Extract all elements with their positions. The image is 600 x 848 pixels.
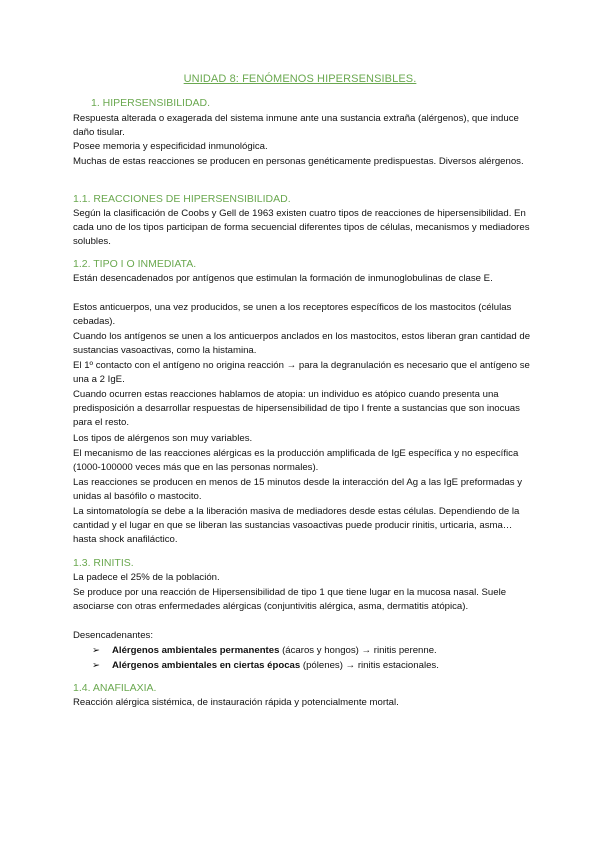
- section-1-3-paragraph: La padece el 25% de la población.: [73, 572, 220, 583]
- section-1-4-heading: 1.4. ANAFILAXIA.: [73, 682, 157, 694]
- list-item: [92, 659, 439, 673]
- arrow-bullet-icon: ➢: [92, 660, 101, 671]
- page-title: UNIDAD 8: FENÓMENOS HIPERSENSIBLES.: [183, 73, 417, 85]
- section-1-paragraph: Posee memoria y especificidad inmunológica.: [73, 141, 268, 152]
- arrow-bullet-icon: ➢: [92, 645, 101, 656]
- section-1-4-paragraph: Reacción alérgica sistémica, de instauración rápida y potencialmente mortal.: [73, 697, 399, 708]
- section-1-2-paragraph: Los tipos de alérgenos son muy variables.: [73, 433, 253, 444]
- section-1-3-paragraph: Se produce por una reacción de Hipersensibilidad de tipo 1 que tiene lugar en la mucosa nasal. Suele asociarse con otras enfermedades alérgicas (conjuntivitis alérgica, asma, dermatitis atópica).: [73, 587, 507, 613]
- section-1-2-paragraph: Estos anticuerpos, una vez producidos, se unen a los receptores específicos de los mastocitos (células cebadas).: [73, 302, 512, 328]
- list-item-bold: Alérgenos ambientales en ciertas épocas: [112, 660, 301, 671]
- section-1-paragraph: Respuesta alterada o exagerada del sistema inmune ante una sustancia extraña (alérgenos), que induce daño tisular.: [73, 113, 519, 139]
- section-1-2-paragraph: El mecanismo de las reacciones alérgicas es la producción amplificada de IgE específica y no específica (1000-100000 veces más que en las personas normales).: [73, 448, 519, 474]
- list-item-text: (pólenes) → rinitis estacionales.: [300, 660, 439, 671]
- section-1-2-paragraph: La sintomatología se debe a la liberación masiva de mediadores desde estas células. Dependiendo de la cantidad y el lugar en que se liberan las sustancias vasoactivas puede producir rinitis, urticaria, asma…hasta shock anafiláctico.: [73, 506, 520, 546]
- section-1-paragraph: Muchas de estas reacciones se producen en personas genéticamente predispuestas. Diversos alérgenos.: [73, 156, 524, 167]
- section-1-heading: 1. HIPERSENSIBILIDAD.: [91, 97, 211, 109]
- section-1-3-heading: 1.3. RINITIS.: [73, 557, 134, 569]
- section-1-1-heading: 1.1. REACCIONES DE HIPERSENSIBILIDAD.: [73, 193, 291, 205]
- section-1-2-paragraph: El 1º contacto con el antígeno no origina reacción → para la degranulación es necesario que el antígeno se una a 2 IgE.: [73, 360, 530, 386]
- list-item-bold: Alérgenos ambientales permanentes: [112, 645, 280, 656]
- section-1-2-heading: 1.2. TIPO I O INMEDIATA.: [73, 258, 197, 270]
- section-1-3-paragraph: Desencadenantes:: [73, 630, 154, 641]
- section-1-1-paragraph: Según la clasificación de Coobs y Gell de 1963 existen cuatro tipos de reacciones de hipersensibilidad. En cada uno de los tipos participan de forma secuencial diferentes tipos de células, mecanismos y mediadores solubles.: [73, 208, 530, 248]
- section-1-2-paragraph: Las reacciones se producen en menos de 15 minutos desde la interacción del Ag a las IgE preformadas y unidas al basófilo o mastocito.: [73, 477, 523, 503]
- list-item: [92, 644, 437, 658]
- section-1-2-paragraph: Cuando ocurren estas reacciones hablamos de atopia: un individuo es atópico cuando presenta una predisposición a desarrollar respuestas de hipersensibilidad de tipo I frente a sustancias que son inocuas para el resto.: [73, 389, 520, 429]
- section-1-2-paragraph: Están desencadenados por antígenos que estimulan la formación de inmunoglobulinas de clase E.: [73, 273, 493, 284]
- section-1-2-paragraph: Cuando los antígenos se unen a los anticuerpos anclados en los mastocitos, estos liberan gran cantidad de sustancias vasoactivas, como la histamina.: [73, 331, 531, 357]
- list-item-text: (ácaros y hongos) → rinitis perenne.: [279, 645, 437, 656]
